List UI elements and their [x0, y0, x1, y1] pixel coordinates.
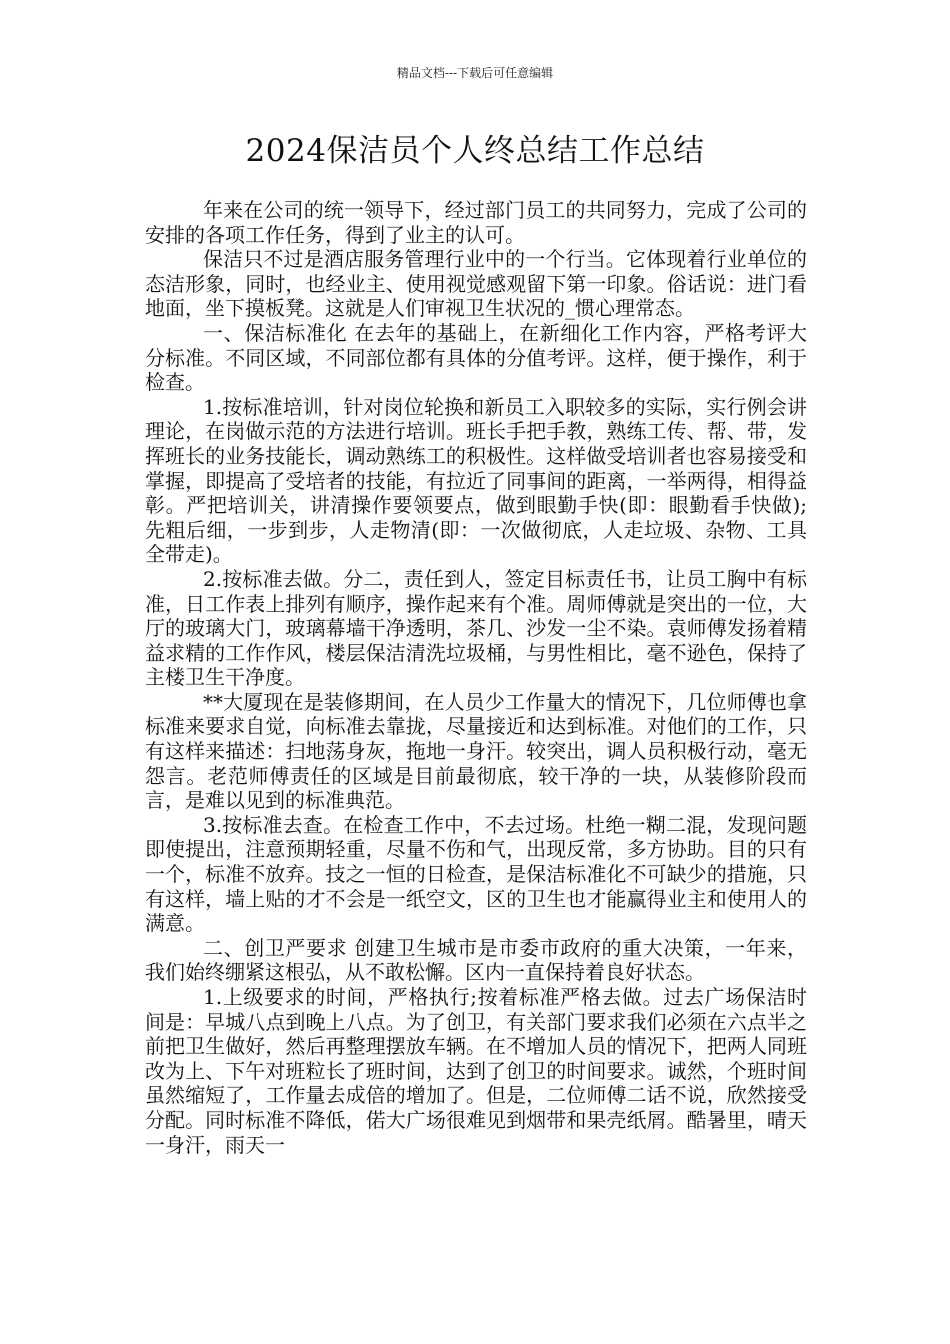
paragraph: 年来在公司的统一领导下，经过部门员工的共同努力，完成了公司的安排的各项工作任务，得到了业主的认可。: [145, 198, 807, 247]
paragraph: **大厦现在是装修期间，在人员少工作量大的情况下，几位师傅也拿标准来要求自觉，向标准去靠拢，尽量接近和达到标准。对他们的工作，只有这样来描述：扫地荡身灰，拖地一身汗。较突出，调人员积极行动，毫无怨言。老范师傅责任的区域是目前最彻底，较干净的一块，从装修阶段而言，是难以见到的标准典范。: [145, 689, 807, 813]
document-title: 2024保洁员个人终总结工作总结: [245, 133, 705, 169]
paragraph: 二、创卫严要求 创建卫生城市是市委市政府的重大决策，一年来，我们始终绷紧这根弘，从不敢松懈。区内一直保持着良好状态。: [145, 935, 807, 985]
paragraph: 一、保洁标准化 在去年的基础上，在新细化工作内容，严格考评大分标准。不同区域，不同部位都有具体的分值考评。这样，便于操作，利于检查。: [145, 320, 807, 395]
paragraph: 2.按标准去做。分二，责任到人，签定目标责任书，让员工胸中有标准，日工作表上排列有顺序，操作起来有个准。周师傅就是突出的一位，大厅的玻璃大门，玻璃幕墙干净透明，茶几、沙发一尘不染。袁师傅发扬着精益求精的工作作风，楼层保洁清洗垃圾桶，与男性相比，毫不逊色，保持了主楼卫生干净度。: [145, 566, 807, 690]
paragraph: 1.上级要求的时间，严格执行;按着标准严格去做。过去广场保洁时间是：早城八点到晚上八点。为了创卫，有关部门要求我们必须在六点半之前把卫生做好，然后再整理摆放车辆。在不增加人员的情况下，把两人同班改为上、下午对班粒长了班时间，达到了创卫的时间要求。诚然，个班时间虽然缩短了，工作量去成倍的增加了。但是，二位师傅二话不说，欣然接受分配。同时标准不降低，偌大广场很难见到烟带和果壳纸屑。酷暑里，晴天一身汗，雨天一: [145, 985, 807, 1157]
paragraph: 保洁只不过是酒店服务管理行业中的一个行当。它体现着行业单位的态洁形象，同时，也经业主、使用视觉感观留下第一印象。俗话说：进门看地面，坐下摸板凳。这就是人们审视卫生状况的_惯心理常态。: [145, 247, 807, 321]
document-body: [145, 198, 807, 1157]
paragraph: 3.按标准去查。在检查工作中，不去过场。杜绝一糊二混，发现问题即使提出，注意预期轻重，尽量不伤和气，出现反常，多方协助。目的只有一个，标准不放弃。技之一恒的日检查，是保洁标准化不可缺少的措施，只有这样，墙上贴的才不会是一纸空文，区的卫生也才能赢得业主和使用人的满意。: [145, 812, 807, 936]
page-header-note: 精品文档---下载后可任意编辑: [396, 66, 554, 80]
paragraph: 1.按标准培训，针对岗位轮换和新员工入职较多的实际，实行例会讲理论，在岗做示范的方法进行培训。班长手把手教，熟练工传、帮、带，发挥班长的业务技能长，调动熟练工的积极性。这样做受培训者也容易接受和掌握，即提高了受培者的技能，有拉近了同事间的距离，一举两得，相得益彰。严把培训关，讲清操作要领要点，做到眼勤手快(即：眼勤看手快做);先粗后细，一步到步，人走物清(即：一次做彻底，人走垃圾、杂物、工具全带走)。: [145, 394, 807, 567]
